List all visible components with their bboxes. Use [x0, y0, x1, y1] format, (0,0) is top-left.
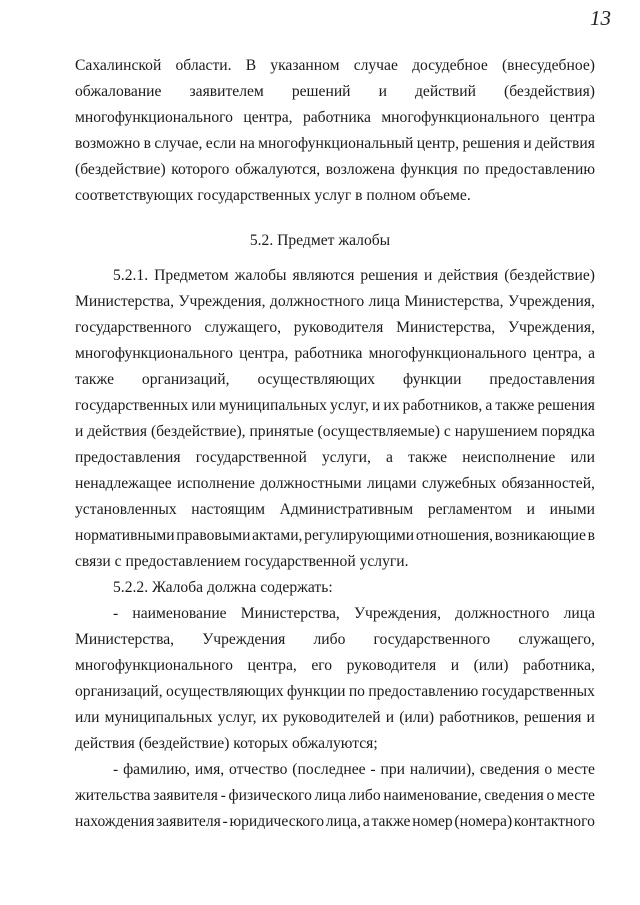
- text-line: установленных настоящим Административным регламентом и иными: [75, 501, 595, 518]
- text-line: многофункционального центра, работника многофункционального центра, а: [75, 345, 595, 362]
- text-line: (бездействие) которого обжалуются, возложена функция по предоставлению: [75, 161, 595, 178]
- text-line: организаций, осуществляющих функции по предоставлению государственных: [75, 683, 595, 700]
- text-line: предоставления государственной услуги, а также неисполнение или: [75, 449, 595, 466]
- section-heading: 5.2. Предмет жалобы: [249, 232, 391, 249]
- text-line: государственных или муниципальных услуг, и их работников, а также решения: [75, 397, 595, 414]
- text-line: возможно в случае, если на многофункциональный центр, решения и действия: [75, 135, 595, 152]
- text-line: также организаций, осуществляющих функции предоставления: [75, 371, 595, 388]
- text-line: 5.2.1. Предметом жалобы являются решения и действия (бездействие): [113, 267, 595, 284]
- text-line: обжалование заявителем решений и действий (бездействия): [75, 83, 595, 100]
- text-line: нормативными правовыми актами, регулирующими отношения, возникающие в: [75, 527, 595, 544]
- text-line: или муниципальных услуг, их руководителей и (или) работников, решения и: [75, 709, 595, 726]
- text-line: - фамилию, имя, отчество (последнее - при наличии), сведения о месте: [113, 761, 595, 778]
- text-line: 5.2.2. Жалоба должна содержать:: [113, 579, 333, 596]
- text-line: ненадлежащее исполнение должностными лицами служебных обязанностей,: [75, 475, 595, 492]
- text-line: - наименование Министерства, Учреждения, должностного лица: [113, 605, 595, 622]
- text-line: нахождения заявителя - юридического лица, а также номер (номера) контактного: [75, 813, 595, 830]
- text-line: связи с предоставлением государственной услуги.: [75, 553, 409, 570]
- page-number: 13: [590, 6, 611, 30]
- text-line: многофункционального центра, его руководителя и (или) работника,: [75, 657, 595, 674]
- text-line: соответствующих государственных услуг в полном объеме.: [75, 187, 471, 204]
- text-line: Министерства, Учреждения, должностного лица Министерства, Учреждения,: [75, 293, 595, 310]
- text-line: Министерства, Учреждения либо государственного служащего,: [75, 631, 595, 648]
- text-line: жительства заявителя - физического лица либо наименование, сведения о месте: [75, 787, 595, 804]
- text-line: действия (бездействие) которых обжалуются;: [75, 735, 378, 752]
- text-line: Сахалинской области. В указанном случае досудебное (внесудебное): [75, 57, 595, 74]
- text-line: государственного служащего, руководителя Министерства, Учреждения,: [75, 319, 595, 336]
- text-line: и действия (бездействие), принятые (осуществляемые) с нарушением порядка: [75, 423, 595, 440]
- text-line: многофункционального центра, работника многофункционального центра: [75, 109, 595, 126]
